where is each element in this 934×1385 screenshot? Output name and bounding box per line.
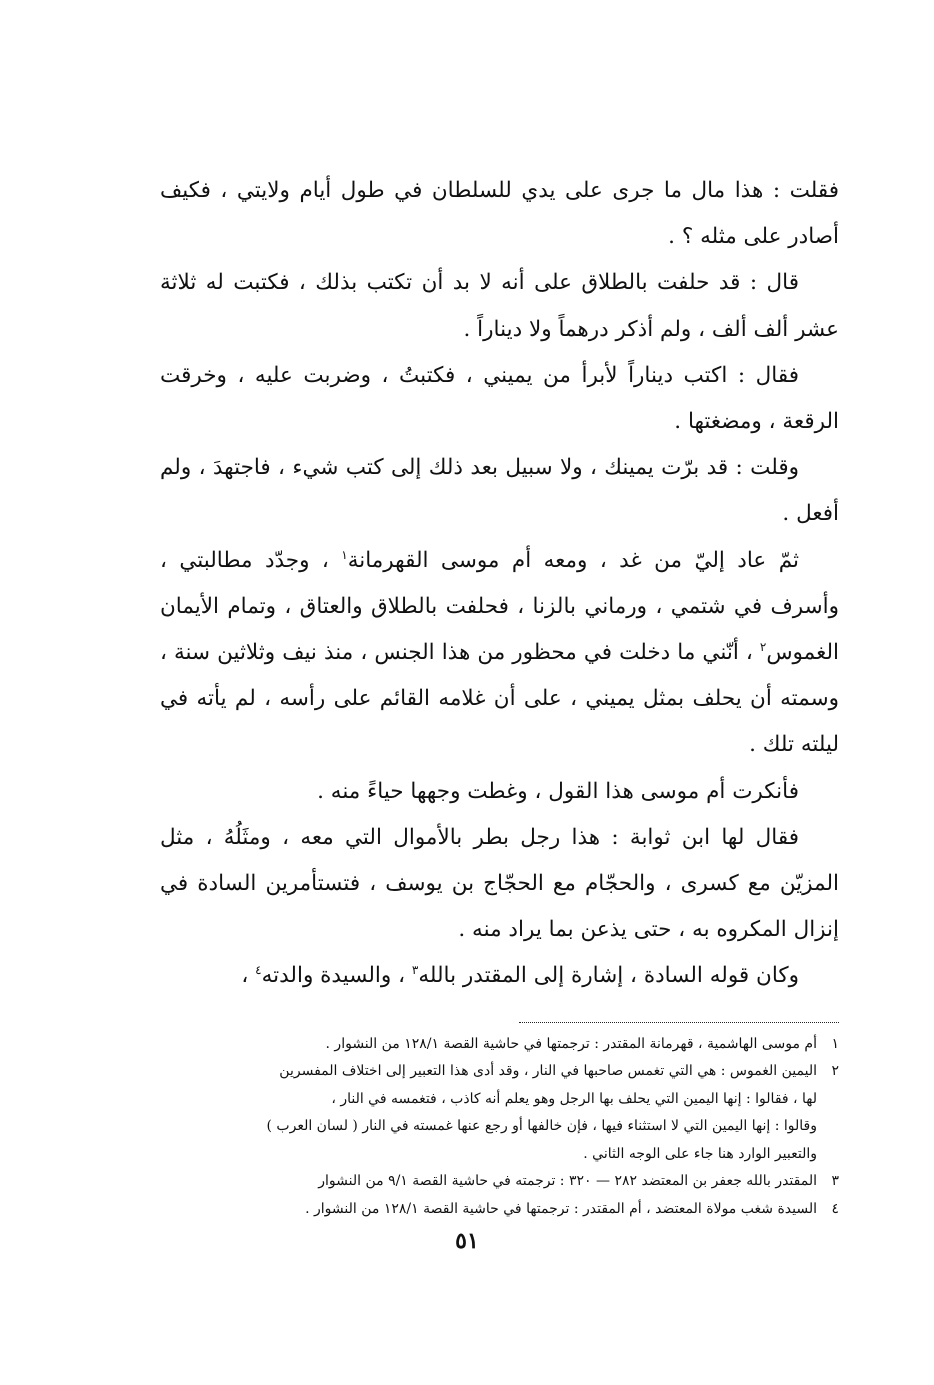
paragraph: فقال لها ابن ثوابة : هذا رجل بطر بالأموال التي معه ، ومثَلُهُ ، مثل المزيّن مع كسرى ، والحجّام مع الحجّاج بن يوسف ، فتستأمرين السادة في إنزال المكروه به ، حتى يذعن بما يراد منه . — [160, 824, 839, 943]
footnote-text — [160, 1058, 817, 1168]
paragraph-segment: ، وجدّد مطالبتي ، وأسرف في شتمي ، ورماني بالزنا ، فحلفت بالطلاق والعتاق ، وتمام الأيمان الغموس — [160, 547, 839, 666]
paragraph-segment: ، — [241, 963, 256, 989]
page-number: ٥١ — [455, 1228, 479, 1254]
paragraph: فقال : اكتب ديناراً لأبرأ من يميني ، فكتبتُ ، وضربت عليه ، وخرقت الرقعة ، ومضغتها . — [160, 362, 839, 435]
footnote-number: ١ — [831, 1035, 839, 1052]
footnote-ref: ٣ — [411, 963, 419, 978]
footnote-divider — [519, 1022, 839, 1023]
footnote-line: اليمين الغموس : هي التي تغمس صاحبها في النار ، وقد أدى هذا التعبير إلى اختلاف المفسرين — [279, 1063, 817, 1080]
footnote-line: لها ، فقالوا : إنها اليمين التي يحلف بها الرجل وهو يعلم أنه كاذب ، فتغمسه في النار ، — [331, 1090, 817, 1107]
paragraph-segment: ، والسيدة والدته — [261, 963, 412, 989]
paragraph: فأنكرت أم موسى هذا القول ، وغطت وجهها حياءً منه . — [317, 778, 799, 804]
footnote-ref: ١ — [341, 547, 348, 562]
paragraph-segment: ، أنّني ما دخلت في محظور من هذا الجنس ، منذ نيف وثلاثين سنة ، وسمته أن يحلف بمثل يميني ، على أن غلامه القائم على رأسه ، لم يأته في ليلته تلك . — [160, 640, 839, 758]
footnote-text — [160, 1031, 817, 1059]
paragraph — [160, 538, 839, 769]
main-text — [160, 168, 839, 1000]
footnote — [160, 1168, 839, 1196]
footnote — [160, 1031, 839, 1059]
footnote-number: ٢ — [831, 1063, 839, 1080]
footnote-number: ٤ — [831, 1200, 839, 1217]
footnote-text — [160, 1196, 817, 1224]
footnote-line: والتعبير الوارد هنا جاء على الوجه الثاني . — [583, 1145, 817, 1162]
footnote-line: أم موسى الهاشمية ، قهرمانة المقتدر : ترجمتها في حاشية القصة ١٢٨/١ من النشوار . — [325, 1035, 817, 1052]
paragraph: قال : قد حلفت بالطلاق على أنه لا بد أن تكتب بذلك ، فكتبت له ثلاثة عشر ألف ألف ، ولم أذكر درهماً ولا ديناراً . — [160, 270, 839, 342]
footnote-line: المقتدر بالله جعفر بن المعتضد ٢٨٢ — ٣٢٠ : ترجمته في حاشية القصة ٩/١ من النشوار — [318, 1173, 817, 1190]
footnote-line: السيدة شغب مولاة المعتضد ، أم المقتدر : ترجمتها في حاشية القصة ١٢٨/١ من النشوار . — [305, 1200, 817, 1217]
footnote — [160, 1196, 839, 1224]
paragraph: فقلت : هذا مال ما جرى على يدي للسلطان في طول أيام ولايتي ، فكيف أصادر على مثله ؟ . — [160, 178, 839, 250]
footnote-text — [160, 1168, 817, 1196]
paragraph-segment: ثمّ عاد إليّ من غد ، ومعه أم موسى القهرمانة — [347, 547, 799, 573]
footnote — [160, 1058, 839, 1168]
paragraph-segment: وكان قوله السادة ، إشارة إلى المقتدر بالله — [418, 963, 799, 989]
footnote-line: وقالوا : إنها اليمين التي لا استثناء فيها ، فإن خالفها أو رجع عنها غمسته في النار ( لسان العرب ) — [266, 1118, 817, 1135]
footnote-ref: ٢ — [759, 639, 767, 654]
footnote-number: ٣ — [831, 1173, 839, 1190]
paragraph: وقلت : قد برّت يمينك ، ولا سبيل بعد ذلك إلى كتب شيء ، فاجتهدَ ، ولم أفعل . — [160, 455, 839, 527]
footnotes — [160, 1031, 839, 1224]
paragraph — [160, 953, 839, 999]
footnote-ref: ٤ — [255, 963, 262, 978]
